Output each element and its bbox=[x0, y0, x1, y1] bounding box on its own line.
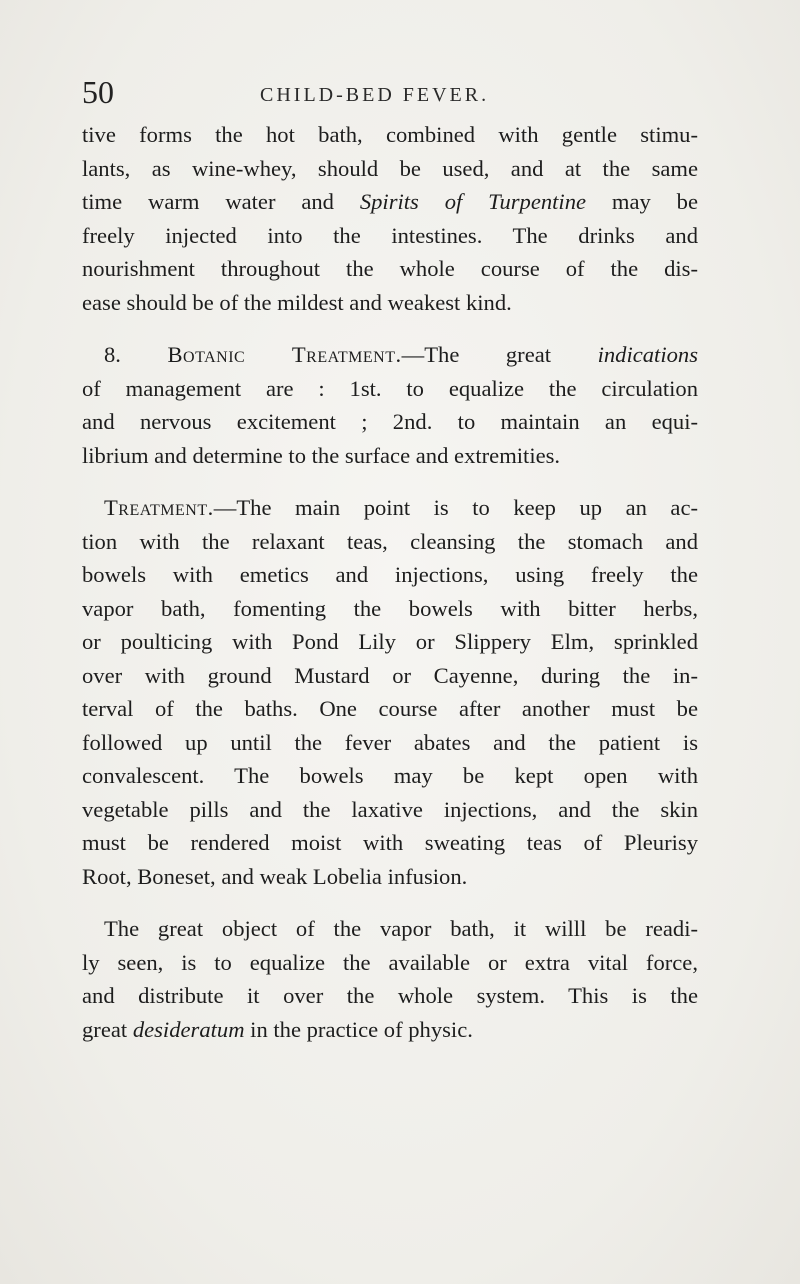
text-line: vegetable pills and the laxative injections, and the skin bbox=[82, 796, 698, 822]
text-line: ly seen, is to equalize the available or extra vital force, bbox=[82, 949, 698, 975]
body-text bbox=[82, 118, 698, 1046]
page-header bbox=[82, 74, 702, 114]
text-line: ease should be of the mildest and weakest kind. bbox=[82, 289, 512, 315]
text-line: convalescent. The bowels may be kept open with bbox=[82, 763, 698, 788]
text-line bbox=[82, 338, 698, 372]
emphasis-indications: indications bbox=[597, 342, 698, 367]
page-number: 50 bbox=[82, 74, 114, 110]
text-run: time warm water and bbox=[82, 189, 360, 214]
text-line bbox=[82, 1013, 698, 1047]
text-line: Root, Boneset, and weak Lobelia infusion. bbox=[82, 863, 468, 889]
section-number: 8. bbox=[104, 342, 168, 367]
paragraph-treatment bbox=[82, 491, 698, 893]
paragraph-1 bbox=[82, 118, 698, 319]
text-line bbox=[82, 185, 698, 219]
text-line: nourishment throughout the whole course of the dis- bbox=[82, 256, 698, 281]
emphasis-spirits-of-turpentine: Spirits of Turpentine bbox=[359, 189, 587, 214]
text-line: terval of the baths. One course after another must be bbox=[82, 696, 698, 721]
text-line: librium and determine to the surface and extremities. bbox=[82, 442, 561, 468]
text-line: and distribute it over the whole system. This is the bbox=[82, 983, 698, 1008]
paragraph-vapor-bath bbox=[82, 912, 698, 1046]
emphasis-desideratum: desideratum bbox=[132, 1016, 245, 1042]
text-line: vapor bath, fomenting the bowels with bitter herbs, bbox=[82, 595, 698, 621]
text-line: must be rendered moist with sweating teas of Pleurisy bbox=[82, 830, 698, 855]
section-heading-treatment: Treatment. bbox=[104, 495, 214, 520]
text-line: The great object of the vapor bath, it willl be readi- bbox=[104, 916, 698, 941]
running-title: CHILD-BED FEVER. bbox=[260, 84, 490, 106]
text-line: over with ground Mustard or Cayenne, during the in- bbox=[82, 662, 698, 688]
text-run: —The main point is to keep up an ac- bbox=[213, 495, 698, 520]
paragraph-botanic-treatment bbox=[82, 338, 698, 472]
text-run: may be bbox=[586, 189, 698, 214]
text-run: —The great bbox=[401, 342, 598, 367]
text-line: or poulticing with Pond Lily or Slippery Elm, sprinkled bbox=[82, 629, 698, 654]
text-line: and nervous excitement ; 2nd. to maintain an equi- bbox=[82, 409, 698, 434]
text-run: great bbox=[82, 1016, 133, 1042]
text-line: followed up until the fever abates and the patient is bbox=[82, 729, 698, 755]
text-line: freely injected into the intestines. The drinks and bbox=[82, 222, 698, 248]
text-line: of management are : 1st. to equalize the circulation bbox=[82, 375, 698, 401]
text-line bbox=[82, 491, 698, 525]
text-line: tion with the relaxant teas, cleansing the stomach and bbox=[82, 528, 698, 554]
text-line: tive forms the hot bath, combined with gentle stimu- bbox=[82, 122, 698, 147]
section-heading-botanic-treatment: Botanic Treatment. bbox=[167, 342, 402, 367]
text-line: bowels with emetics and injections, using freely the bbox=[82, 562, 698, 587]
text-line: lants, as wine-whey, should be used, and at the same bbox=[82, 155, 698, 181]
text-run: in the practice of physic. bbox=[244, 1016, 473, 1042]
